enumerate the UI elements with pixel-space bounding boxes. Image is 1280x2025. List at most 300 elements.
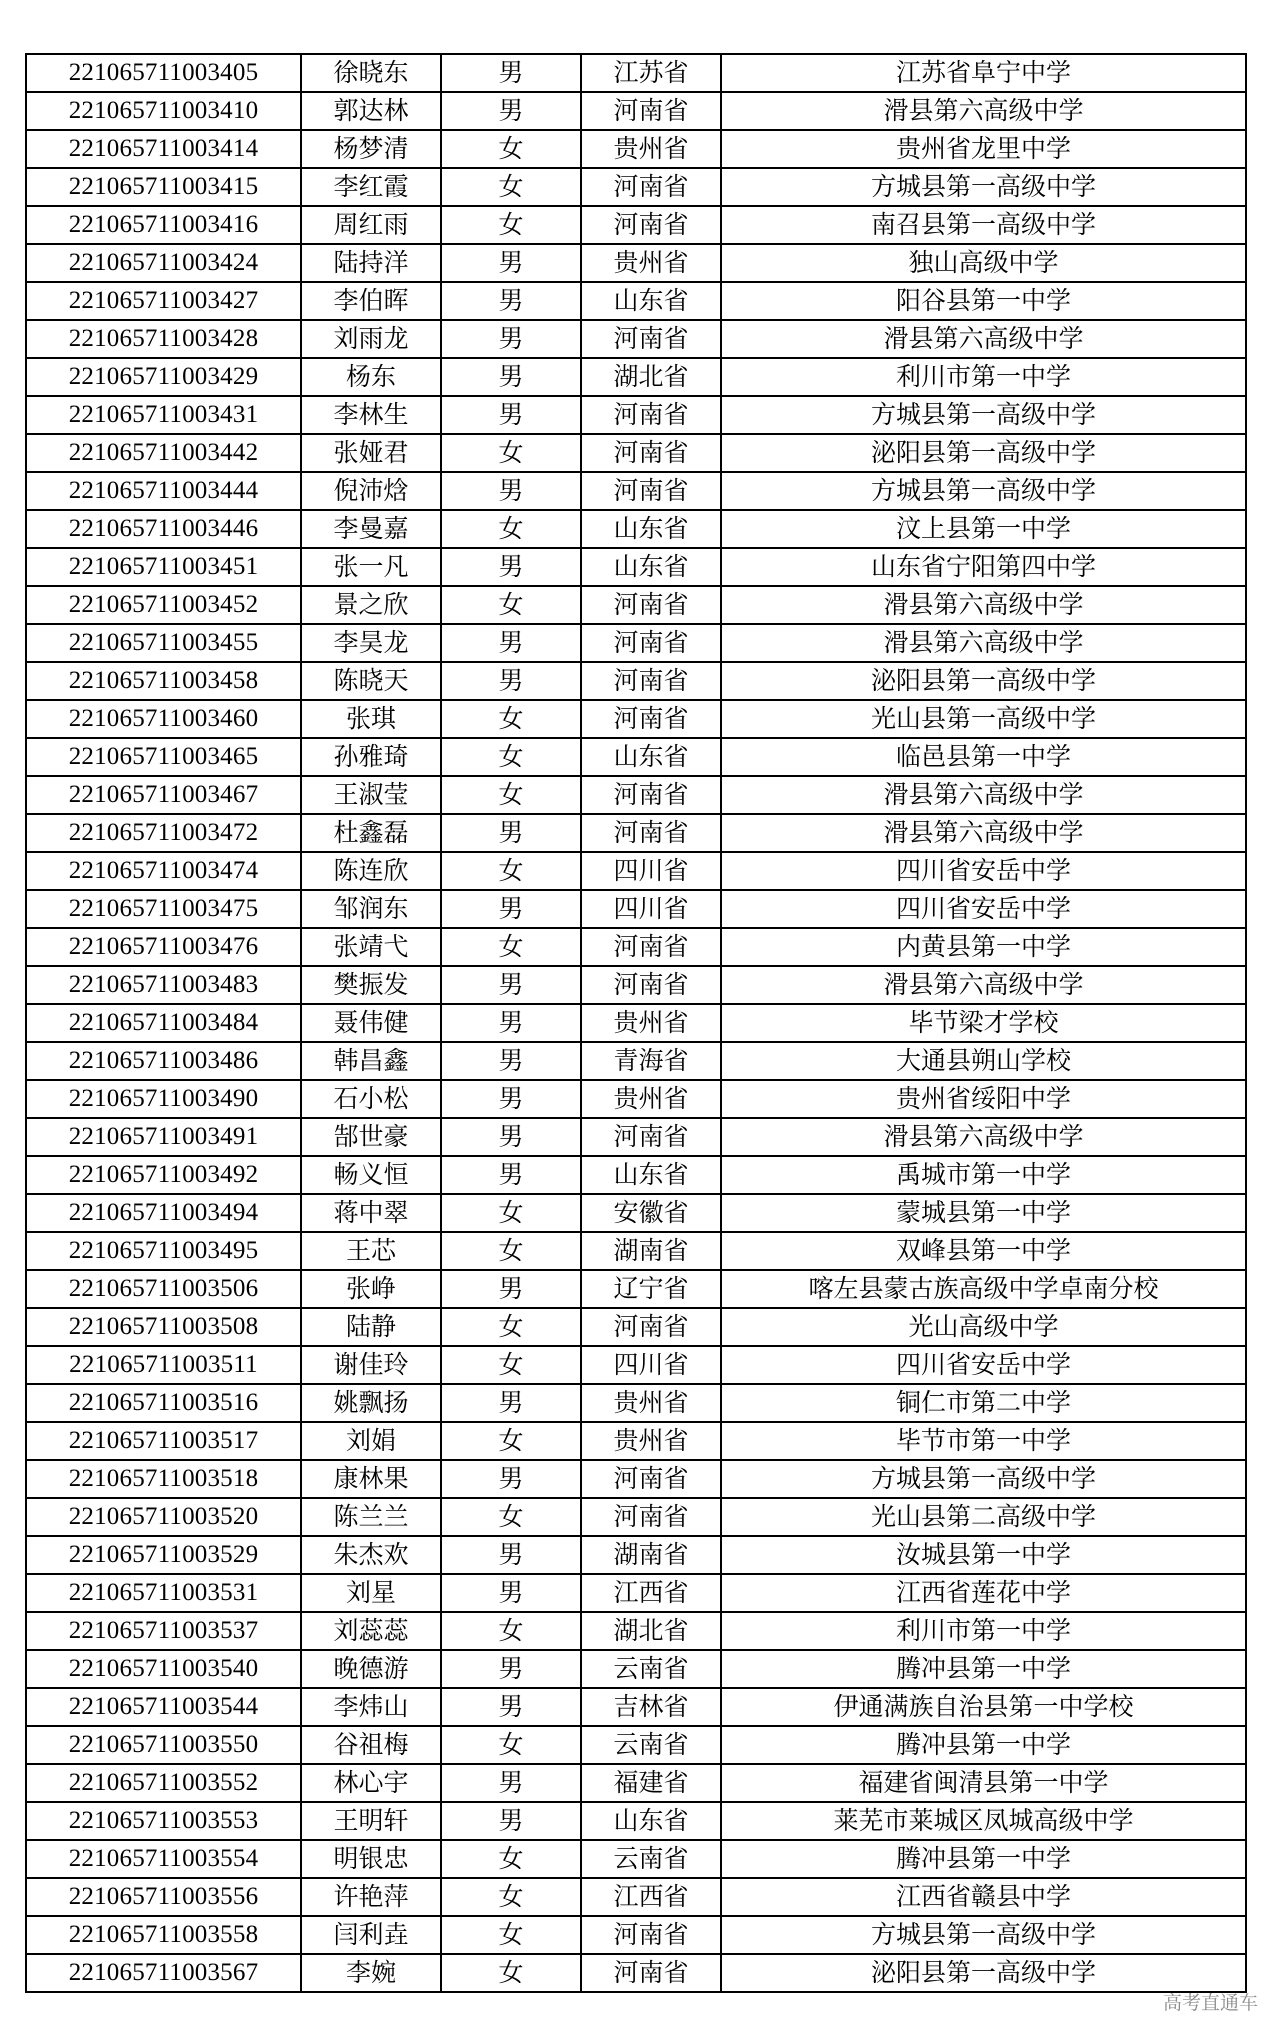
table-row	[26, 776, 1246, 814]
table-row	[26, 1004, 1246, 1042]
name-cell: 张靖弋	[301, 928, 441, 966]
table-row	[26, 966, 1246, 1004]
name-cell: 李红霞	[301, 168, 441, 206]
candidate-id-cell: 221065711003518	[26, 1460, 301, 1498]
candidate-id-cell: 221065711003537	[26, 1612, 301, 1650]
name-cell: 明银忠	[301, 1840, 441, 1878]
watermark-text: 高考直通车	[1162, 1992, 1258, 2014]
candidate-id-cell: 221065711003455	[26, 624, 301, 662]
province-cell: 四川省	[581, 1346, 721, 1384]
school-cell: 滑县第六高级中学	[721, 586, 1246, 624]
gender-cell: 女	[441, 1726, 581, 1764]
table-row	[26, 1954, 1246, 1992]
gender-cell: 男	[441, 966, 581, 1004]
gender-cell: 男	[441, 282, 581, 320]
gender-cell: 男	[441, 54, 581, 92]
table-row	[26, 1422, 1246, 1460]
gender-cell: 女	[441, 510, 581, 548]
table-row	[26, 1840, 1246, 1878]
candidate-id-cell: 221065711003556	[26, 1878, 301, 1916]
name-cell: 张一凡	[301, 548, 441, 586]
name-cell: 李昊龙	[301, 624, 441, 662]
name-cell: 蒋中翠	[301, 1194, 441, 1232]
gender-cell: 男	[441, 320, 581, 358]
gender-cell: 女	[441, 1840, 581, 1878]
table-row	[26, 738, 1246, 776]
school-cell: 方城县第一高级中学	[721, 472, 1246, 510]
table-row	[26, 510, 1246, 548]
province-cell: 河南省	[581, 1118, 721, 1156]
name-cell: 陆持洋	[301, 244, 441, 282]
name-cell: 姚飘扬	[301, 1384, 441, 1422]
gender-cell: 女	[441, 1916, 581, 1954]
gender-cell: 女	[441, 1498, 581, 1536]
candidate-id-cell: 221065711003516	[26, 1384, 301, 1422]
table-row	[26, 1498, 1246, 1536]
gender-cell: 女	[441, 1194, 581, 1232]
name-cell: 景之欣	[301, 586, 441, 624]
table-row	[26, 1612, 1246, 1650]
name-cell: 孙雅琦	[301, 738, 441, 776]
candidate-id-cell: 221065711003554	[26, 1840, 301, 1878]
school-cell: 蒙城县第一中学	[721, 1194, 1246, 1232]
candidate-id-cell: 221065711003442	[26, 434, 301, 472]
school-cell: 汝城县第一中学	[721, 1536, 1246, 1574]
candidate-id-cell: 221065711003558	[26, 1916, 301, 1954]
province-cell: 河南省	[581, 396, 721, 434]
gender-cell: 男	[441, 1156, 581, 1194]
candidate-id-cell: 221065711003472	[26, 814, 301, 852]
gender-cell: 男	[441, 92, 581, 130]
candidate-id-cell: 221065711003492	[26, 1156, 301, 1194]
table-row	[26, 1118, 1246, 1156]
name-cell: 许艳萍	[301, 1878, 441, 1916]
table-row	[26, 1726, 1246, 1764]
school-cell: 江西省赣县中学	[721, 1878, 1246, 1916]
name-cell: 杨东	[301, 358, 441, 396]
candidate-id-cell: 221065711003486	[26, 1042, 301, 1080]
name-cell: 闫利垚	[301, 1916, 441, 1954]
table-row	[26, 1308, 1246, 1346]
candidate-id-cell: 221065711003475	[26, 890, 301, 928]
school-cell: 山东省宁阳第四中学	[721, 548, 1246, 586]
province-cell: 江西省	[581, 1574, 721, 1612]
roster-table-body	[26, 54, 1246, 1992]
name-cell: 李婉	[301, 1954, 441, 1992]
table-row	[26, 890, 1246, 928]
province-cell: 吉林省	[581, 1688, 721, 1726]
candidate-id-cell: 221065711003431	[26, 396, 301, 434]
school-cell: 伊通满族自治县第一中学校	[721, 1688, 1246, 1726]
province-cell: 河南省	[581, 1308, 721, 1346]
candidate-id-cell: 221065711003416	[26, 206, 301, 244]
school-cell: 贵州省绥阳中学	[721, 1080, 1246, 1118]
school-cell: 四川省安岳中学	[721, 890, 1246, 928]
gender-cell: 女	[441, 1308, 581, 1346]
province-cell: 河南省	[581, 966, 721, 1004]
school-cell: 独山高级中学	[721, 244, 1246, 282]
province-cell: 四川省	[581, 890, 721, 928]
table-row	[26, 1194, 1246, 1232]
school-cell: 腾冲县第一中学	[721, 1840, 1246, 1878]
name-cell: 王淑莹	[301, 776, 441, 814]
candidate-id-cell: 221065711003552	[26, 1764, 301, 1802]
school-cell: 禹城市第一中学	[721, 1156, 1246, 1194]
name-cell: 杜鑫磊	[301, 814, 441, 852]
candidate-id-cell: 221065711003458	[26, 662, 301, 700]
table-row	[26, 1536, 1246, 1574]
province-cell: 四川省	[581, 852, 721, 890]
candidate-id-cell: 221065711003529	[26, 1536, 301, 1574]
gender-cell: 女	[441, 1612, 581, 1650]
roster-table	[25, 53, 1247, 1993]
name-cell: 李林生	[301, 396, 441, 434]
gender-cell: 男	[441, 814, 581, 852]
school-cell: 南召县第一高级中学	[721, 206, 1246, 244]
candidate-id-cell: 221065711003452	[26, 586, 301, 624]
gender-cell: 男	[441, 472, 581, 510]
candidate-id-cell: 221065711003446	[26, 510, 301, 548]
school-cell: 泌阳县第一高级中学	[721, 434, 1246, 472]
gender-cell: 女	[441, 1346, 581, 1384]
table-row	[26, 814, 1246, 852]
table-row	[26, 244, 1246, 282]
school-cell: 利川市第一中学	[721, 358, 1246, 396]
candidate-id-cell: 221065711003467	[26, 776, 301, 814]
table-row	[26, 1802, 1246, 1840]
province-cell: 贵州省	[581, 130, 721, 168]
table-row	[26, 852, 1246, 890]
name-cell: 林心宇	[301, 1764, 441, 1802]
table-row	[26, 206, 1246, 244]
province-cell: 河南省	[581, 1916, 721, 1954]
gender-cell: 女	[441, 776, 581, 814]
province-cell: 河南省	[581, 206, 721, 244]
province-cell: 河南省	[581, 1460, 721, 1498]
name-cell: 王芯	[301, 1232, 441, 1270]
name-cell: 刘星	[301, 1574, 441, 1612]
gender-cell: 男	[441, 1460, 581, 1498]
name-cell: 陈晓天	[301, 662, 441, 700]
province-cell: 湖北省	[581, 1612, 721, 1650]
gender-cell: 男	[441, 1042, 581, 1080]
table-row	[26, 1042, 1246, 1080]
province-cell: 河南省	[581, 814, 721, 852]
name-cell: 刘娟	[301, 1422, 441, 1460]
candidate-id-cell: 221065711003494	[26, 1194, 301, 1232]
name-cell: 刘雨龙	[301, 320, 441, 358]
province-cell: 山东省	[581, 548, 721, 586]
candidate-id-cell: 221065711003465	[26, 738, 301, 776]
province-cell: 山东省	[581, 510, 721, 548]
gender-cell: 女	[441, 1232, 581, 1270]
name-cell: 刘蕊蕊	[301, 1612, 441, 1650]
gender-cell: 男	[441, 1004, 581, 1042]
school-cell: 江苏省阜宁中学	[721, 54, 1246, 92]
province-cell: 贵州省	[581, 1384, 721, 1422]
province-cell: 河南省	[581, 586, 721, 624]
table-row	[26, 1916, 1246, 1954]
province-cell: 贵州省	[581, 1422, 721, 1460]
province-cell: 河南省	[581, 700, 721, 738]
name-cell: 陆静	[301, 1308, 441, 1346]
province-cell: 河南省	[581, 92, 721, 130]
school-cell: 滑县第六高级中学	[721, 776, 1246, 814]
gender-cell: 男	[441, 358, 581, 396]
candidate-id-cell: 221065711003429	[26, 358, 301, 396]
school-cell: 江西省莲花中学	[721, 1574, 1246, 1612]
name-cell: 聂伟健	[301, 1004, 441, 1042]
province-cell: 河南省	[581, 928, 721, 966]
school-cell: 毕节梁才学校	[721, 1004, 1246, 1042]
candidate-id-cell: 221065711003415	[26, 168, 301, 206]
school-cell: 四川省安岳中学	[721, 1346, 1246, 1384]
candidate-id-cell: 221065711003460	[26, 700, 301, 738]
school-cell: 双峰县第一中学	[721, 1232, 1246, 1270]
name-cell: 徐晓东	[301, 54, 441, 92]
province-cell: 河南省	[581, 1498, 721, 1536]
school-cell: 贵州省龙里中学	[721, 130, 1246, 168]
table-row	[26, 1080, 1246, 1118]
school-cell: 阳谷县第一中学	[721, 282, 1246, 320]
table-row	[26, 1156, 1246, 1194]
province-cell: 湖南省	[581, 1536, 721, 1574]
table-row	[26, 928, 1246, 966]
school-cell: 滑县第六高级中学	[721, 624, 1246, 662]
name-cell: 杨梦清	[301, 130, 441, 168]
gender-cell: 男	[441, 1574, 581, 1612]
candidate-id-cell: 221065711003508	[26, 1308, 301, 1346]
name-cell: 樊振发	[301, 966, 441, 1004]
province-cell: 河南省	[581, 320, 721, 358]
gender-cell: 男	[441, 244, 581, 282]
gender-cell: 女	[441, 700, 581, 738]
province-cell: 山东省	[581, 1802, 721, 1840]
province-cell: 山东省	[581, 282, 721, 320]
province-cell: 河南省	[581, 776, 721, 814]
school-cell: 临邑县第一中学	[721, 738, 1246, 776]
province-cell: 福建省	[581, 1764, 721, 1802]
province-cell: 山东省	[581, 1156, 721, 1194]
candidate-id-cell: 221065711003484	[26, 1004, 301, 1042]
table-row	[26, 320, 1246, 358]
name-cell: 王明轩	[301, 1802, 441, 1840]
candidate-id-cell: 221065711003544	[26, 1688, 301, 1726]
school-cell: 铜仁市第二中学	[721, 1384, 1246, 1422]
name-cell: 倪沛焓	[301, 472, 441, 510]
gender-cell: 女	[441, 1878, 581, 1916]
name-cell: 谢佳玲	[301, 1346, 441, 1384]
school-cell: 毕节市第一中学	[721, 1422, 1246, 1460]
gender-cell: 女	[441, 206, 581, 244]
school-cell: 利川市第一中学	[721, 1612, 1246, 1650]
table-row	[26, 168, 1246, 206]
name-cell: 李伯晖	[301, 282, 441, 320]
name-cell: 韩昌鑫	[301, 1042, 441, 1080]
candidate-id-cell: 221065711003511	[26, 1346, 301, 1384]
table-row	[26, 1688, 1246, 1726]
table-row	[26, 548, 1246, 586]
school-cell: 大通县朔山学校	[721, 1042, 1246, 1080]
table-row	[26, 1270, 1246, 1308]
candidate-id-cell: 221065711003405	[26, 54, 301, 92]
table-row	[26, 92, 1246, 130]
gender-cell: 男	[441, 1802, 581, 1840]
gender-cell: 男	[441, 1118, 581, 1156]
school-cell: 滑县第六高级中学	[721, 966, 1246, 1004]
province-cell: 青海省	[581, 1042, 721, 1080]
gender-cell: 男	[441, 662, 581, 700]
province-cell: 江苏省	[581, 54, 721, 92]
gender-cell: 男	[441, 1384, 581, 1422]
gender-cell: 女	[441, 586, 581, 624]
province-cell: 辽宁省	[581, 1270, 721, 1308]
candidate-id-cell: 221065711003451	[26, 548, 301, 586]
gender-cell: 男	[441, 1536, 581, 1574]
province-cell: 河南省	[581, 434, 721, 472]
school-cell: 喀左县蒙古族高级中学卓南分校	[721, 1270, 1246, 1308]
table-row	[26, 700, 1246, 738]
gender-cell: 女	[441, 434, 581, 472]
gender-cell: 女	[441, 738, 581, 776]
school-cell: 滑县第六高级中学	[721, 814, 1246, 852]
gender-cell: 男	[441, 396, 581, 434]
table-row	[26, 662, 1246, 700]
name-cell: 李曼嘉	[301, 510, 441, 548]
province-cell: 云南省	[581, 1726, 721, 1764]
province-cell: 山东省	[581, 738, 721, 776]
name-cell: 朱杰欢	[301, 1536, 441, 1574]
candidate-id-cell: 221065711003567	[26, 1954, 301, 1992]
candidate-id-cell: 221065711003483	[26, 966, 301, 1004]
name-cell: 康林果	[301, 1460, 441, 1498]
table-row	[26, 1346, 1246, 1384]
candidate-id-cell: 221065711003520	[26, 1498, 301, 1536]
table-row	[26, 1574, 1246, 1612]
school-cell: 光山县第二高级中学	[721, 1498, 1246, 1536]
table-row	[26, 1460, 1246, 1498]
school-cell: 腾冲县第一中学	[721, 1650, 1246, 1688]
candidate-id-cell: 221065711003414	[26, 130, 301, 168]
province-cell: 河南省	[581, 624, 721, 662]
table-row	[26, 54, 1246, 92]
province-cell: 河南省	[581, 662, 721, 700]
name-cell: 晚德游	[301, 1650, 441, 1688]
gender-cell: 女	[441, 168, 581, 206]
name-cell: 陈连欣	[301, 852, 441, 890]
name-cell: 李炜山	[301, 1688, 441, 1726]
gender-cell: 女	[441, 852, 581, 890]
school-cell: 内黄县第一中学	[721, 928, 1246, 966]
school-cell: 汶上县第一中学	[721, 510, 1246, 548]
province-cell: 云南省	[581, 1650, 721, 1688]
name-cell: 周红雨	[301, 206, 441, 244]
gender-cell: 男	[441, 548, 581, 586]
candidate-id-cell: 221065711003476	[26, 928, 301, 966]
candidate-id-cell: 221065711003540	[26, 1650, 301, 1688]
province-cell: 云南省	[581, 1840, 721, 1878]
school-cell: 莱芜市莱城区凤城高级中学	[721, 1802, 1246, 1840]
gender-cell: 女	[441, 1422, 581, 1460]
gender-cell: 男	[441, 1650, 581, 1688]
province-cell: 江西省	[581, 1878, 721, 1916]
name-cell: 郭达林	[301, 92, 441, 130]
province-cell: 河南省	[581, 1954, 721, 1992]
school-cell: 光山高级中学	[721, 1308, 1246, 1346]
school-cell: 光山县第一高级中学	[721, 700, 1246, 738]
table-row	[26, 472, 1246, 510]
candidate-id-cell: 221065711003444	[26, 472, 301, 510]
table-row	[26, 282, 1246, 320]
name-cell: 郜世豪	[301, 1118, 441, 1156]
gender-cell: 女	[441, 1954, 581, 1992]
name-cell: 邹润东	[301, 890, 441, 928]
name-cell: 陈兰兰	[301, 1498, 441, 1536]
candidate-id-cell: 221065711003490	[26, 1080, 301, 1118]
province-cell: 安徽省	[581, 1194, 721, 1232]
candidate-id-cell: 221065711003491	[26, 1118, 301, 1156]
school-cell: 泌阳县第一高级中学	[721, 662, 1246, 700]
candidate-id-cell: 221065711003410	[26, 92, 301, 130]
province-cell: 河南省	[581, 168, 721, 206]
table-row	[26, 130, 1246, 168]
table-row	[26, 1650, 1246, 1688]
name-cell: 畅义恒	[301, 1156, 441, 1194]
province-cell: 湖北省	[581, 358, 721, 396]
candidate-id-cell: 221065711003427	[26, 282, 301, 320]
province-cell: 湖南省	[581, 1232, 721, 1270]
gender-cell: 男	[441, 890, 581, 928]
school-cell: 滑县第六高级中学	[721, 320, 1246, 358]
table-row	[26, 586, 1246, 624]
school-cell: 方城县第一高级中学	[721, 1460, 1246, 1498]
name-cell: 石小松	[301, 1080, 441, 1118]
candidate-id-cell: 221065711003495	[26, 1232, 301, 1270]
gender-cell: 男	[441, 624, 581, 662]
table-row	[26, 1232, 1246, 1270]
table-row	[26, 434, 1246, 472]
school-cell: 方城县第一高级中学	[721, 168, 1246, 206]
candidate-id-cell: 221065711003424	[26, 244, 301, 282]
gender-cell: 男	[441, 1764, 581, 1802]
roster-table-container	[25, 53, 1245, 1993]
gender-cell: 男	[441, 1270, 581, 1308]
candidate-id-cell: 221065711003550	[26, 1726, 301, 1764]
name-cell: 谷祖梅	[301, 1726, 441, 1764]
school-cell: 滑县第六高级中学	[721, 1118, 1246, 1156]
province-cell: 贵州省	[581, 1004, 721, 1042]
province-cell: 贵州省	[581, 1080, 721, 1118]
gender-cell: 男	[441, 1080, 581, 1118]
table-row	[26, 358, 1246, 396]
school-cell: 方城县第一高级中学	[721, 1916, 1246, 1954]
table-row	[26, 1878, 1246, 1916]
school-cell: 福建省闽清县第一中学	[721, 1764, 1246, 1802]
candidate-id-cell: 221065711003506	[26, 1270, 301, 1308]
province-cell: 河南省	[581, 472, 721, 510]
table-row	[26, 1764, 1246, 1802]
name-cell: 张琪	[301, 700, 441, 738]
province-cell: 贵州省	[581, 244, 721, 282]
gender-cell: 女	[441, 928, 581, 966]
candidate-id-cell: 221065711003553	[26, 1802, 301, 1840]
candidate-id-cell: 221065711003531	[26, 1574, 301, 1612]
name-cell: 张娅君	[301, 434, 441, 472]
gender-cell: 男	[441, 1688, 581, 1726]
table-row	[26, 396, 1246, 434]
candidate-id-cell: 221065711003517	[26, 1422, 301, 1460]
school-cell: 滑县第六高级中学	[721, 92, 1246, 130]
